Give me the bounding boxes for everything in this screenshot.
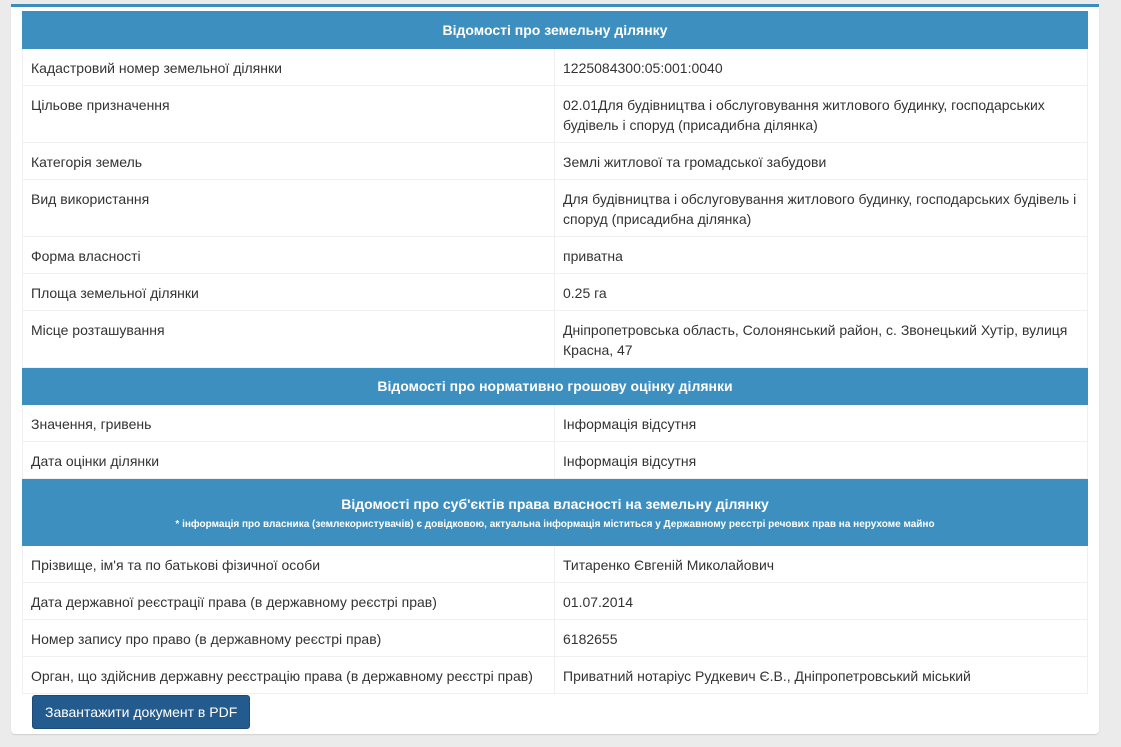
owners-section-header-cell <box>23 479 1088 546</box>
row-value: Інформація відсутня <box>555 405 1088 442</box>
info-panel <box>11 4 1099 734</box>
table-row <box>23 405 1088 442</box>
row-value: 02.01Для будівництва і обслуговування житлового будинку, господарських будівель і споруд (присадибна ділянка) <box>555 86 1088 143</box>
row-value: Приватний нотаріус Рудкевич Є.В., Дніпропетровський міський <box>555 657 1088 694</box>
row-value: 1225084300:05:001:0040 <box>555 49 1088 86</box>
table-row <box>23 657 1088 694</box>
row-label: Місце розташування <box>23 311 555 368</box>
land-section-header: Відомості про земельну ділянку <box>23 12 1088 49</box>
download-pdf-button[interactable]: Завантажити документ в PDF <box>32 695 250 729</box>
owners-section-header-row <box>23 479 1088 546</box>
land-section-header-row <box>23 12 1088 49</box>
row-label: Значення, гривень <box>23 405 555 442</box>
row-label: Цільове призначення <box>23 86 555 143</box>
valuation-section-header: Відомості про нормативно грошову оцінку ділянки <box>23 368 1088 405</box>
table-row <box>23 86 1088 143</box>
table-row <box>23 442 1088 479</box>
row-value: Титаренко Євгеній Миколайович <box>555 546 1088 583</box>
land-info-table <box>22 11 1088 694</box>
table-row <box>23 237 1088 274</box>
table-row <box>23 620 1088 657</box>
row-value: приватна <box>555 237 1088 274</box>
table-row <box>23 546 1088 583</box>
owners-disclaimer-note: * інформація про власника (землекористувачів) є довідковою, актуальна інформація міститься у Державному реєстрі речових прав на нерухоме майно <box>175 519 935 530</box>
table-row <box>23 180 1088 237</box>
row-label: Номер запису про право (в державному реєстрі прав) <box>23 620 555 657</box>
table-row <box>23 274 1088 311</box>
row-value: 6182655 <box>555 620 1088 657</box>
row-label: Площа земельної ділянки <box>23 274 555 311</box>
table-row <box>23 143 1088 180</box>
table-row <box>23 49 1088 86</box>
row-label: Вид використання <box>23 180 555 237</box>
row-label: Категорія земель <box>23 143 555 180</box>
table-row <box>23 311 1088 368</box>
valuation-section-header-row <box>23 368 1088 405</box>
row-label: Дата оцінки ділянки <box>23 442 555 479</box>
row-label: Прізвище, ім'я та по батькові фізичної особи <box>23 546 555 583</box>
table-row <box>23 583 1088 620</box>
row-value: 01.07.2014 <box>555 583 1088 620</box>
row-value: Інформація відсутня <box>555 442 1088 479</box>
row-label: Дата державної реєстрації права (в державному реєстрі прав) <box>23 583 555 620</box>
row-value: Землі житлової та громадської забудови <box>555 143 1088 180</box>
row-value: 0.25 га <box>555 274 1088 311</box>
row-value: Дніпропетровська область, Солонянський район, с. Звонецький Хутір, вулиця Красна, 47 <box>555 311 1088 368</box>
row-label: Орган, що здійснив державну реєстрацію права (в державному реєстрі прав) <box>23 657 555 694</box>
row-label: Кадастровий номер земельної ділянки <box>23 49 555 86</box>
row-label: Форма власності <box>23 237 555 274</box>
row-value: Для будівництва і обслуговування житлового будинку, господарських будівель і споруд (присадибна ділянка) <box>555 180 1088 237</box>
owners-section-header: Відомості про суб'єктів права власності на земельну ділянку <box>341 496 769 512</box>
